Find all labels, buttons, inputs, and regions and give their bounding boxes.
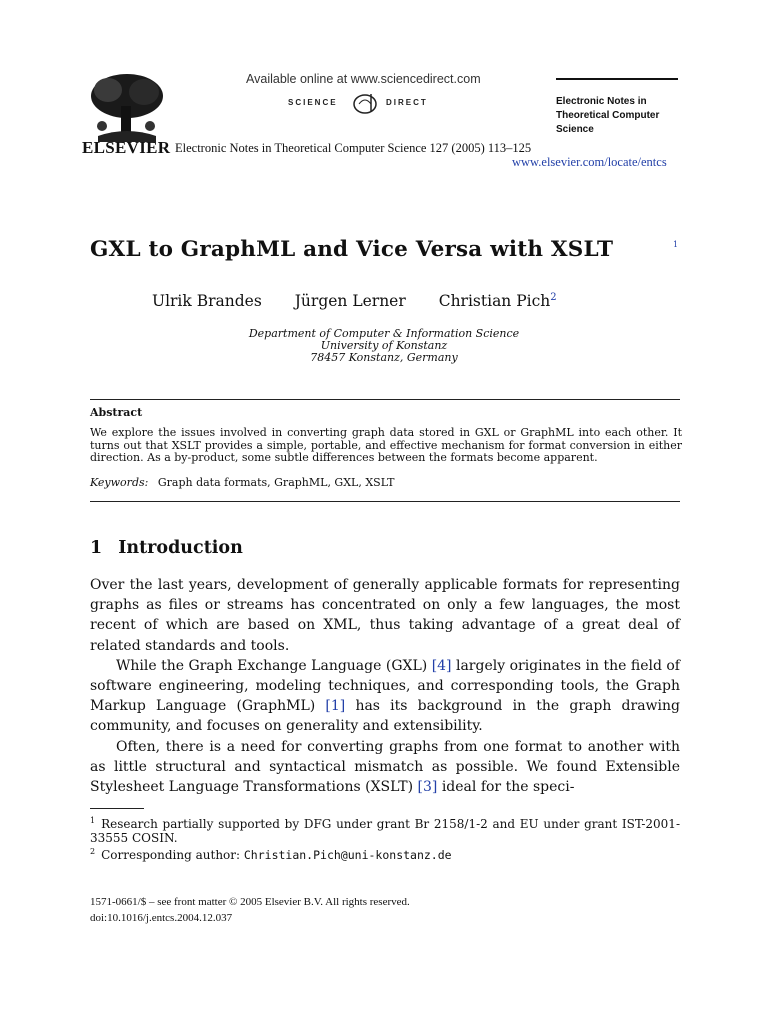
journal-rule [556,78,678,80]
publisher-wordmark: ELSEVIER [82,138,171,157]
sd-left-word: SCIENCE [288,98,338,107]
citation-link[interactable]: [1] [325,698,346,715]
section-title: Introduction [118,538,243,558]
paper-title: GXL to GraphML and Vice Versa with XSLT [90,237,614,262]
section-heading [90,538,243,558]
abstract-heading: Abstract [90,406,143,419]
citation-link[interactable]: [4] [431,657,452,674]
title-footnote-link[interactable]: 1 [673,240,679,249]
abstract-bottom-rule [90,501,680,502]
section-body [90,575,680,797]
journal-citation: Electronic Notes in Theoretical Computer Science 127 (2005) 113–125 [175,141,532,155]
section-number: 1 [90,538,103,558]
journal-name-box: Electronic Notes in Theoretical Computer Science [556,96,660,135]
footnote: $^2$ Corresponding author: Christian.Pich@uni-konstanz.de [90,847,452,862]
footnote-rule [90,808,144,809]
sd-right-word: DIRECT [386,98,428,107]
journal-url-link[interactable]: www.elsevier.com/locate/entcs [512,155,667,169]
affiliation-address: 78457 Konstanz, Germany [310,351,458,364]
keywords-list: Graph data formats, GraphML, GXL, XSLT [157,476,395,489]
author-list [152,292,557,310]
paragraph: Often, there is a need for converting graphs from one format to another with as little structural and syntactical mismatch as possible. We found Extensible Stylesheet Language Transformations (XSLT) [3] ideal for the speci- [90,738,680,796]
author-footnote-link[interactable]: 2 [550,292,557,303]
author-email-link[interactable]: Christian.Pich@uni-konstanz.de [243,848,452,862]
affiliation-department: Department of Computer & Information Science [248,327,520,340]
elsevier-tree-logo [88,72,166,144]
footnotes [90,814,680,862]
doi-line: doi:10.1016/j.entcs.2004.12.037 [90,912,233,924]
keywords-line [90,476,394,489]
keywords-label: Keywords: [90,476,149,489]
sciencedirect-d-icon [350,92,380,114]
copyright-block [90,894,410,926]
sciencedirect-logo [288,92,448,114]
available-online-text: Available online at www.sciencedirect.com [246,72,481,86]
abstract-top-rule [90,399,680,400]
abstract-text: We explore the issues involved in converting graph data stored in GXL or GraphML into each other. It turns out that XSLT provides a simple, portable, and effective mechanism for format conversion in either direction. As a by-product, some subtle differences between the formats become apparent. [90,426,682,464]
footnote: $^1$ Research partially supported by DFG under grant Br 2158/1-2 and EU under grant IST-2001-33555 COSIN. [90,816,680,845]
author-name: Jürgen Lerner [294,292,406,311]
issn-line: 1571-0661/$ – see front matter © 2005 Elsevier B.V. All rights reserved. [90,896,410,908]
paragraph: Over the last years, development of generally applicable formats for representing graphs as files or streams has concentrated on only a few languages, the most recent of which are based on XML, thus taking advantage of a great deal of related standards and tools. [90,577,680,654]
citation-link[interactable]: [3] [417,779,438,796]
author-name: Ulrik Brandes [152,292,262,311]
paragraph: While the Graph Exchange Language (GXL) [4] largely originates in the field of software engineering, modeling techniques, and corresponding tools, the Graph Markup Language (GraphML) [1] has its background in the graph drawing community, and focuses on generality and extensibility. [90,657,680,735]
affiliation-university: University of Konstanz [320,339,448,352]
author-name: Christian Pich$^2$ [438,292,557,311]
